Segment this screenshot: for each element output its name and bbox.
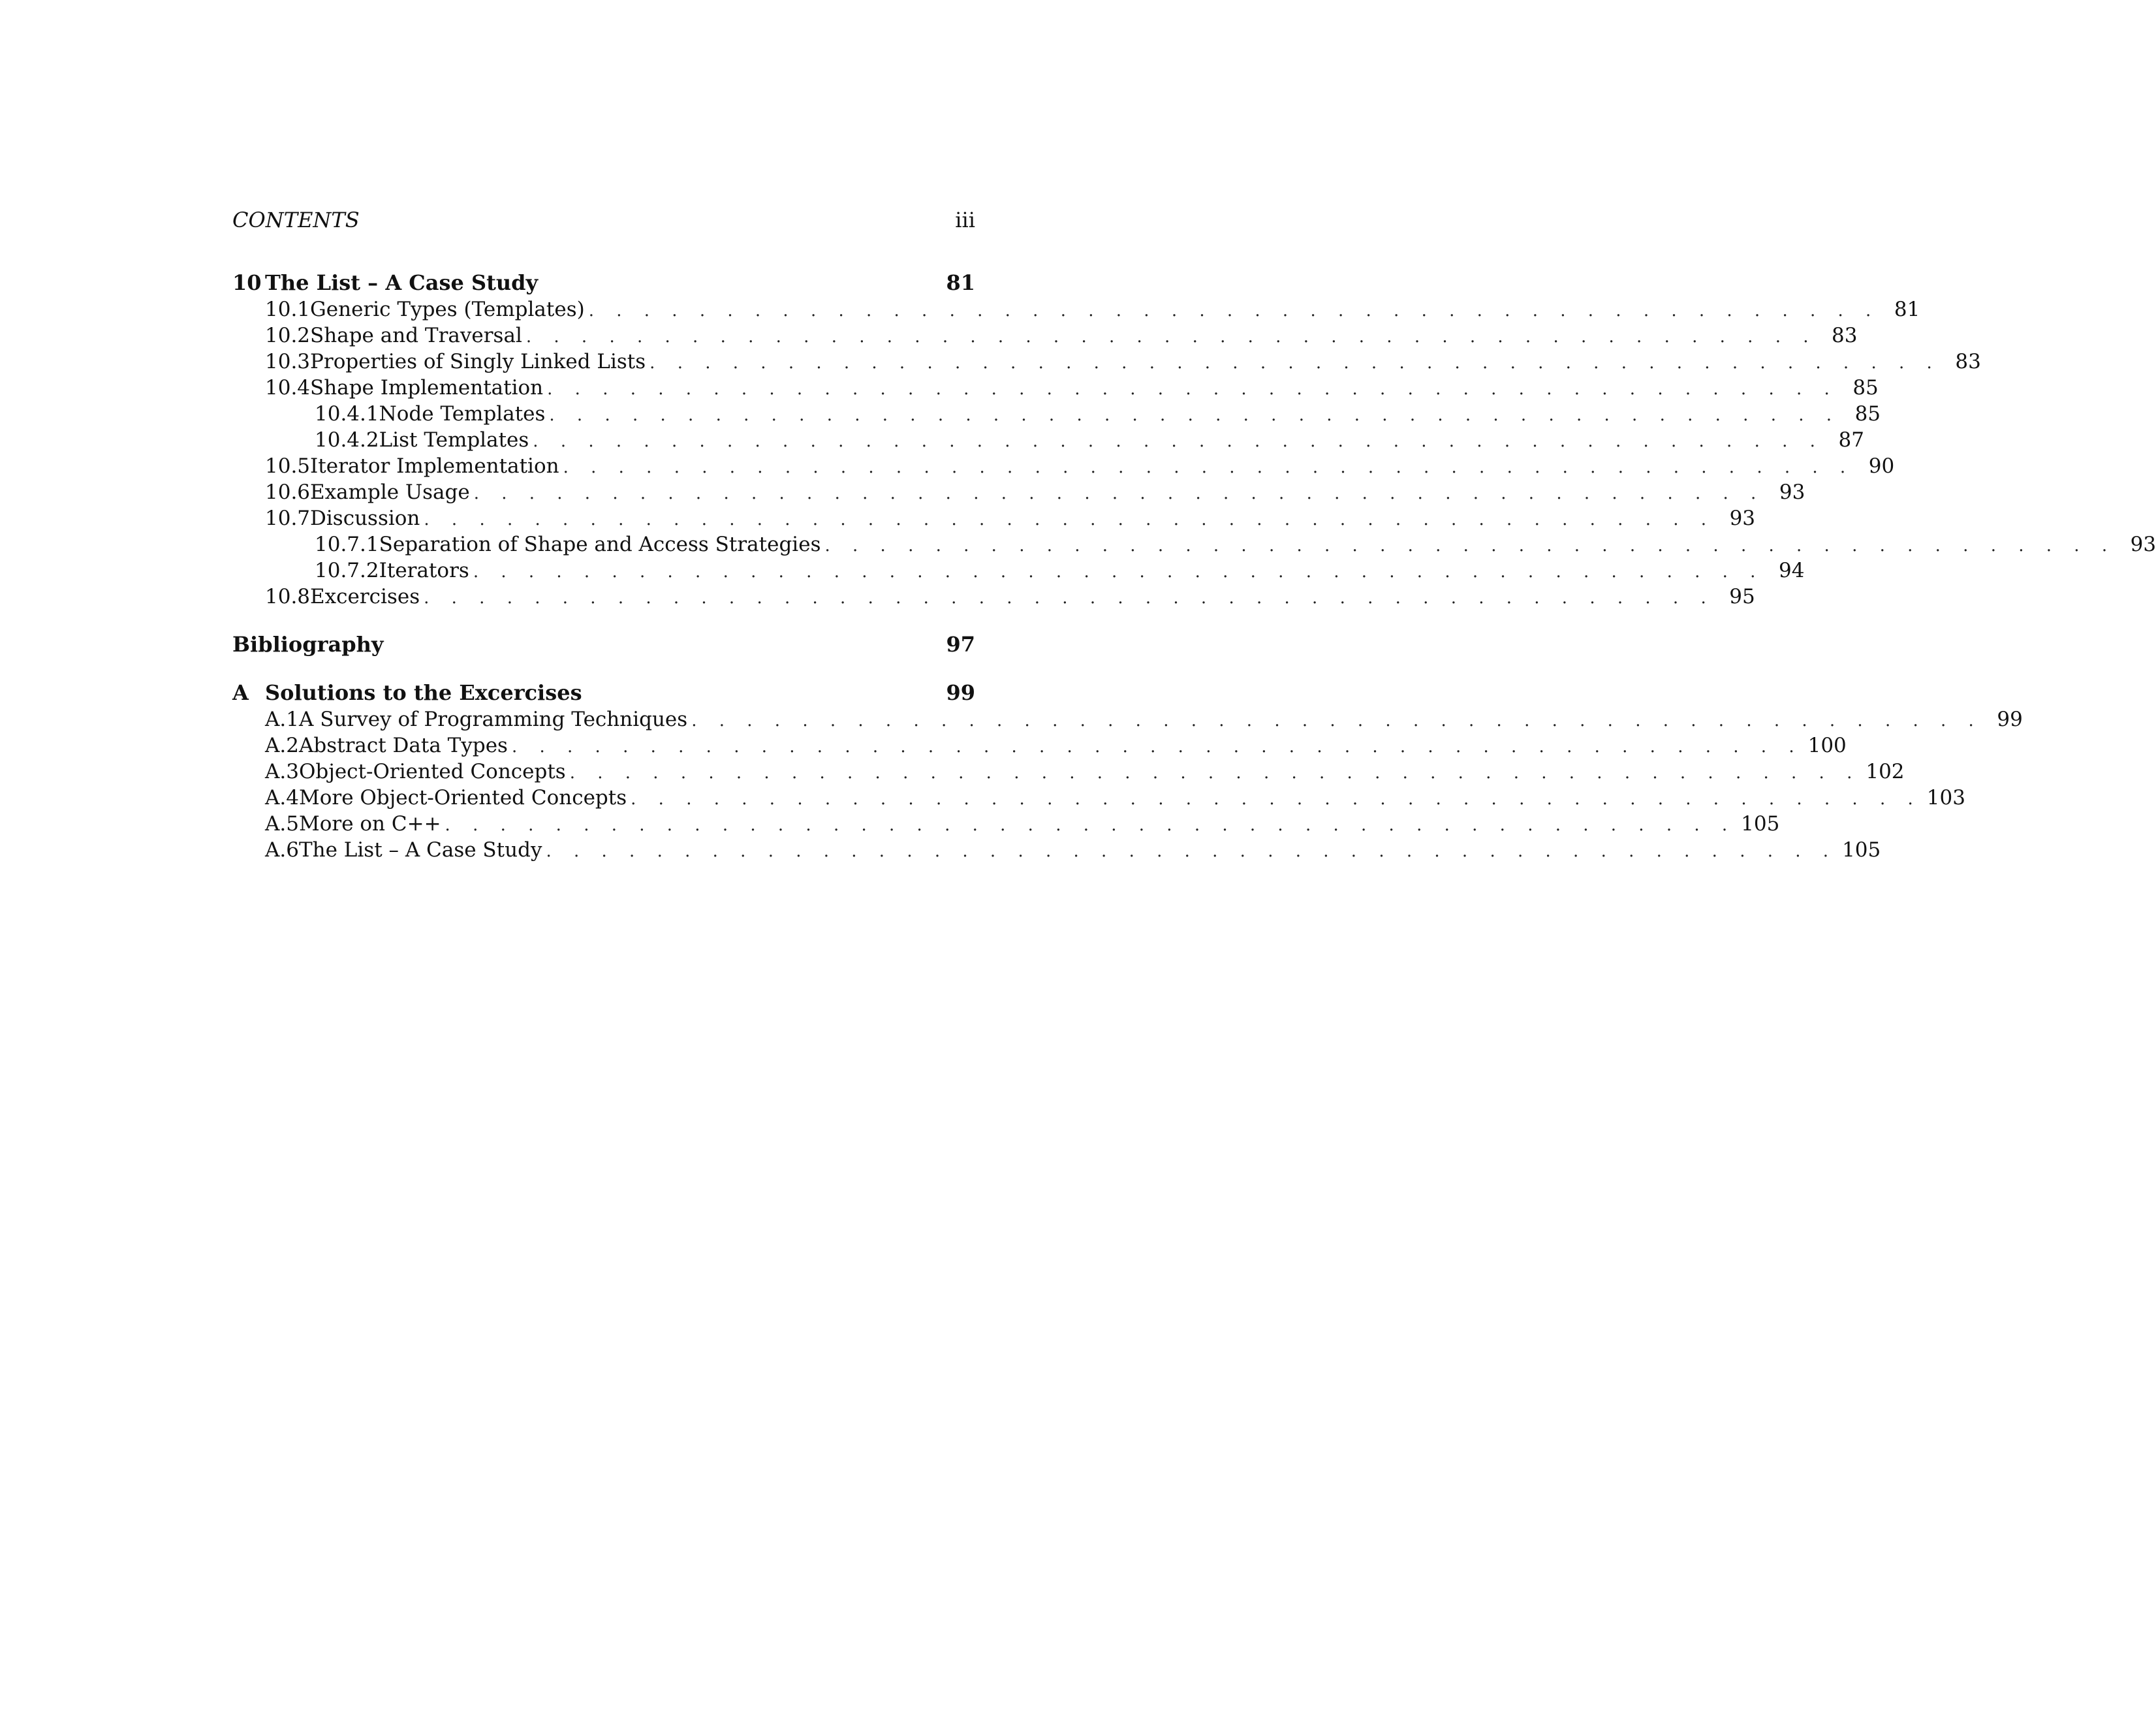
toc-entry-10-7-2[interactable] (232, 558, 1805, 584)
entry-title: The List – A Case Study (298, 838, 542, 862)
entry-number: 10.2 (265, 324, 311, 347)
entry-page: 102 (1866, 760, 1905, 783)
entry-number: 10.5 (265, 454, 311, 478)
toc-entry-10-4-2[interactable] (232, 427, 1864, 453)
entry-title: Discussion (310, 507, 420, 530)
toc-entry-10-2[interactable] (232, 322, 1858, 349)
toc-entry-10-6[interactable] (232, 479, 1805, 505)
entry-number: 10.4 (265, 376, 311, 400)
dot-leader: . . . . . . . . . . . . . . . . . . . . . . . . . . . . . . . . . . . . . . . . . . . . . . . (511, 737, 1803, 757)
entry-page: 90 (1868, 454, 1895, 478)
page-number: iii (955, 208, 975, 232)
chapter-page: 81 (946, 270, 975, 295)
bibliography-title: Bibliography (232, 632, 384, 657)
entry-page: 94 (1778, 559, 1805, 582)
dot-leader: . . . . . . . . . . . . . . . . . . . . . . . . . . . . . . . . . . . . . . . . . . . . . . . (424, 588, 1715, 608)
toc-entry-10-1[interactable] (232, 296, 1920, 322)
dot-leader: . . . . . . . . . . . . . . . . . . . . . . . . . . . . . . . . . . . . . . . . . . . . . . . (525, 327, 1817, 347)
appendix-page: 99 (946, 680, 975, 705)
entry-page: 100 (1807, 734, 1847, 757)
entry-title: Iterator Implementation (310, 454, 559, 478)
toc-entry-a-1[interactable] (232, 706, 2023, 732)
entry-title: Properties of Singly Linked Lists (310, 350, 646, 373)
entry-title: Shape Implementation (310, 376, 544, 400)
dot-leader: . . . . . . . . . . . . . . . . . . . . . . . . . . . . . . . . . . . . . . . . . . . . . . . (549, 405, 1841, 425)
entry-number: 10.4.1 (315, 402, 379, 426)
running-head (232, 208, 975, 236)
entry-page: 95 (1729, 585, 1755, 608)
entry-page: 87 (1838, 428, 1864, 452)
appendix-title: Solutions to the Excercises (265, 680, 582, 705)
entry-title: Object-Oriented Concepts (298, 760, 566, 783)
entry-page: 93 (1779, 480, 1805, 504)
entry-title: Shape and Traversal (310, 324, 522, 347)
entry-title: List Templates (379, 428, 529, 452)
entry-page: 99 (1997, 708, 2023, 731)
dot-leader: . . . . . . . . . . . . . . . . . . . . . . . . . . . . . . . . . . . . . . . . . . . . . . . (547, 379, 1838, 399)
entry-title: Abstract Data Types (298, 734, 508, 757)
chapter-number: 10 (232, 270, 262, 295)
chapter-title: The List – A Case Study (265, 270, 539, 295)
appendix-letter: A (232, 680, 249, 705)
dot-leader: . . . . . . . . . . . . . . . . . . . . . . . . . . . . . . . . . . . . . . . . . . . . . . . (569, 763, 1861, 783)
toc-chapter-10[interactable] (232, 269, 975, 296)
dot-leader: . . . . . . . . . . . . . . . . . . . . . . . . . . . . . . . . . . . . . . . . . . . . . . . (824, 536, 2116, 556)
bibliography-page: 97 (946, 632, 975, 657)
entry-title: More on C++ (298, 812, 441, 836)
entry-number: 10.7 (265, 507, 311, 530)
entry-page: 93 (2130, 533, 2156, 556)
entry-page: 105 (1842, 838, 1881, 862)
dot-leader: . . . . . . . . . . . . . . . . . . . . . . . . . . . . . . . . . . . . . . . . . . . . . . . (473, 484, 1765, 503)
entry-title: Separation of Shape and Access Strategies (379, 533, 821, 556)
running-head-title: CONTENTS (232, 208, 360, 232)
entry-number: A.1 (265, 708, 299, 731)
entry-page: 93 (1729, 507, 1756, 530)
entry-number: A.5 (265, 812, 299, 836)
dot-leader: . . . . . . . . . . . . . . . . . . . . . . . . . . . . . . . . . . . . . . . . . . . . . . . (473, 562, 1764, 582)
entry-number: A.4 (265, 786, 299, 810)
entry-page: 105 (1741, 812, 1780, 836)
toc-entry-10-5[interactable] (232, 453, 1895, 479)
entry-title: Node Templates (379, 402, 546, 426)
toc-entry-a-2[interactable] (232, 732, 1847, 759)
dot-leader: . . . . . . . . . . . . . . . . . . . . . . . . . . . . . . . . . . . . . . . . . . . . . . . (649, 353, 1941, 373)
dot-leader: . . . . . . . . . . . . . . . . . . . . . . . . . . . . . . . . . . . . . . . . . . . . . . . (445, 815, 1736, 835)
entry-number: 10.7.1 (315, 533, 379, 556)
entry-number: 10.7.2 (315, 559, 379, 582)
entry-title: Example Usage (310, 480, 470, 504)
entry-number: A.2 (265, 734, 299, 757)
dot-leader: . . . . . . . . . . . . . . . . . . . . . . . . . . . . . . . . . . . . . . . . . . . . . . . (546, 841, 1837, 861)
entry-title: A Survey of Programming Techniques (298, 708, 688, 731)
table-of-contents (232, 269, 2156, 863)
entry-page: 85 (1854, 402, 1881, 426)
toc-entry-10-8[interactable] (232, 584, 1755, 610)
toc-entry-10-3[interactable] (232, 349, 1981, 375)
entry-page: 103 (1926, 786, 1965, 810)
toc-entry-a-4[interactable] (232, 785, 1965, 811)
toc-entry-10-7[interactable] (232, 505, 1756, 531)
entry-number: 10.4.2 (315, 428, 379, 452)
dot-leader: . . . . . . . . . . . . . . . . . . . . . . . . . . . . . . . . . . . . . . . . . . . . . . . (631, 789, 1922, 809)
dot-leader: . . . . . . . . . . . . . . . . . . . . . . . . . . . . . . . . . . . . . . . . . . . . . . . (533, 432, 1824, 451)
toc-entry-a-5[interactable] (232, 811, 1780, 837)
dot-leader: . . . . . . . . . . . . . . . . . . . . . . . . . . . . . . . . . . . . . . . . . . . . . . . (424, 510, 1715, 529)
entry-number: 10.3 (265, 350, 311, 373)
entry-number: A.3 (265, 760, 299, 783)
toc-entry-10-4[interactable] (232, 375, 1879, 401)
entry-number: 10.6 (265, 480, 311, 504)
entry-page: 83 (1955, 350, 1981, 373)
entry-number: A.6 (265, 838, 299, 862)
toc-entry-a-3[interactable] (232, 759, 1905, 785)
dot-leader: . . . . . . . . . . . . . . . . . . . . . . . . . . . . . . . . . . . . . . . . . . . . . . . (563, 458, 1854, 477)
dot-leader: . . . . . . . . . . . . . . . . . . . . . . . . . . . . . . . . . . . . . . . . . . . . . . . (691, 711, 1982, 731)
entry-number: 10.1 (265, 298, 311, 321)
entry-number: 10.8 (265, 585, 311, 608)
entry-title: More Object-Oriented Concepts (298, 786, 627, 810)
toc-entry-10-7-1[interactable] (232, 531, 2156, 558)
toc-entry-10-4-1[interactable] (232, 401, 1881, 427)
entry-title: Excercises (310, 585, 420, 608)
toc-entry-a-6[interactable] (232, 837, 1881, 863)
entry-page: 85 (1852, 376, 1879, 400)
entry-title: Iterators (379, 559, 469, 582)
entry-page: 83 (1832, 324, 1858, 347)
dot-leader: . . . . . . . . . . . . . . . . . . . . . . . . . . . . . . . . . . . . . . . . . . . . . . . (588, 301, 1880, 321)
entry-page: 81 (1894, 298, 1920, 321)
entry-title: Generic Types (Templates) (310, 298, 585, 321)
toc-bibliography[interactable] (232, 631, 975, 658)
toc-appendix-a[interactable] (232, 679, 975, 706)
